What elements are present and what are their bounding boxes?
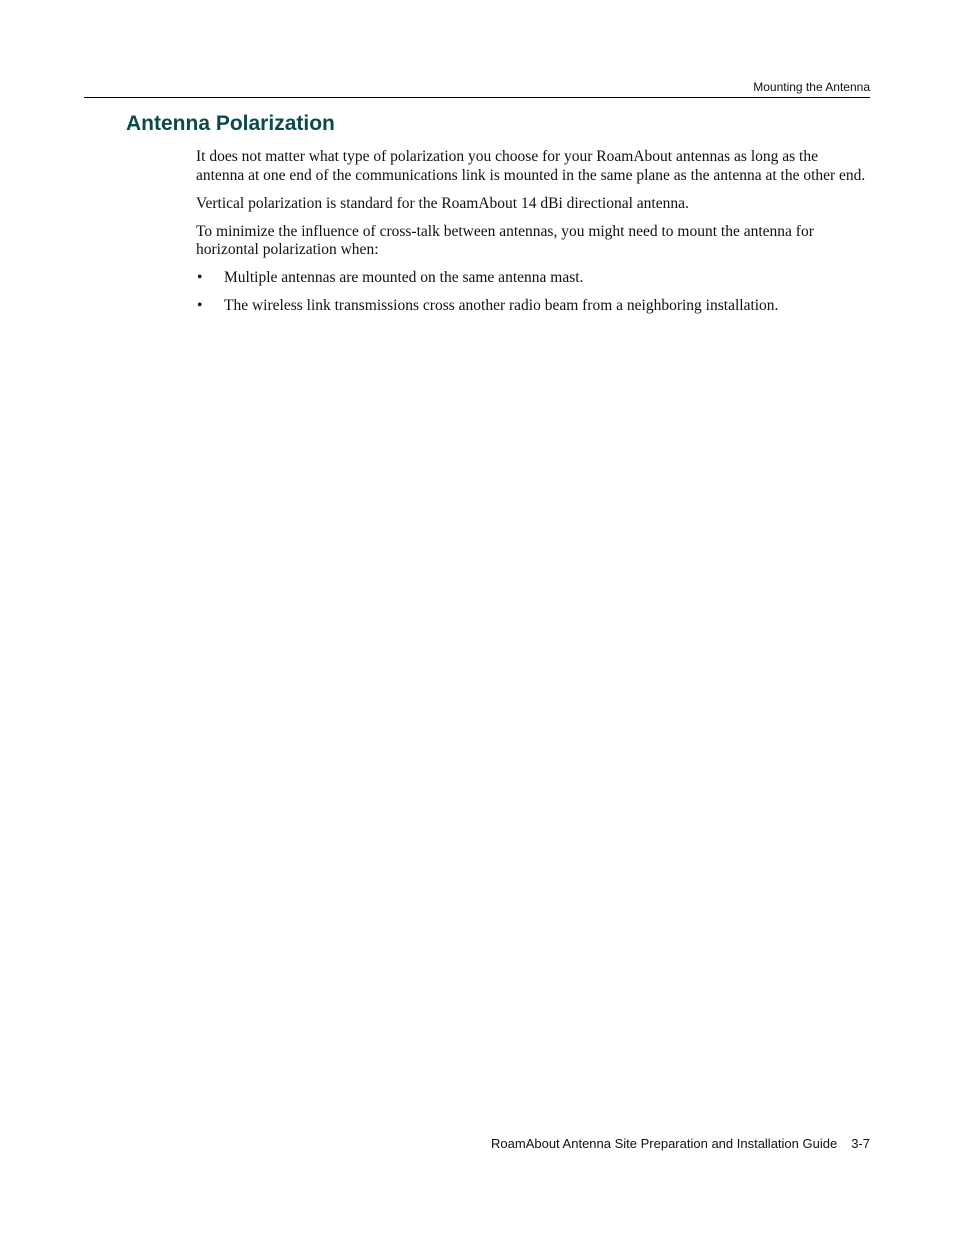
list-item-text: Multiple antennas are mounted on the same antenna mast.: [224, 269, 584, 286]
running-footer: [491, 1136, 870, 1151]
list-item-text: The wireless link transmissions cross another radio beam from a neighboring installation.: [224, 297, 779, 314]
footer-guide-title: RoamAbout Antenna Site Preparation and Installation Guide: [491, 1136, 838, 1151]
section-title: Antenna Polarization: [126, 112, 335, 135]
list-item: [196, 297, 870, 316]
paragraph: Vertical polarization is standard for the RoamAbout 14 dBi directional antenna.: [196, 194, 689, 212]
header-rule: [84, 97, 870, 98]
bullet-list: [196, 269, 870, 316]
running-header: Mounting the Antenna: [753, 80, 870, 94]
list-item: [196, 269, 870, 288]
page-number: 3-7: [851, 1136, 870, 1151]
bullet-glyph: •: [197, 269, 203, 286]
bullet-glyph: •: [197, 297, 203, 314]
paragraph: It does not matter what type of polarization you choose for your RoamAbout antennas as long as the antenna at one end of the communications link is mounted in the same plane as the antenna at the other end.: [196, 148, 866, 184]
section-body: [196, 148, 870, 325]
paragraph: To minimize the influence of cross-talk between antennas, you might need to mount the antenna for horizontal polarization when:: [196, 222, 814, 258]
